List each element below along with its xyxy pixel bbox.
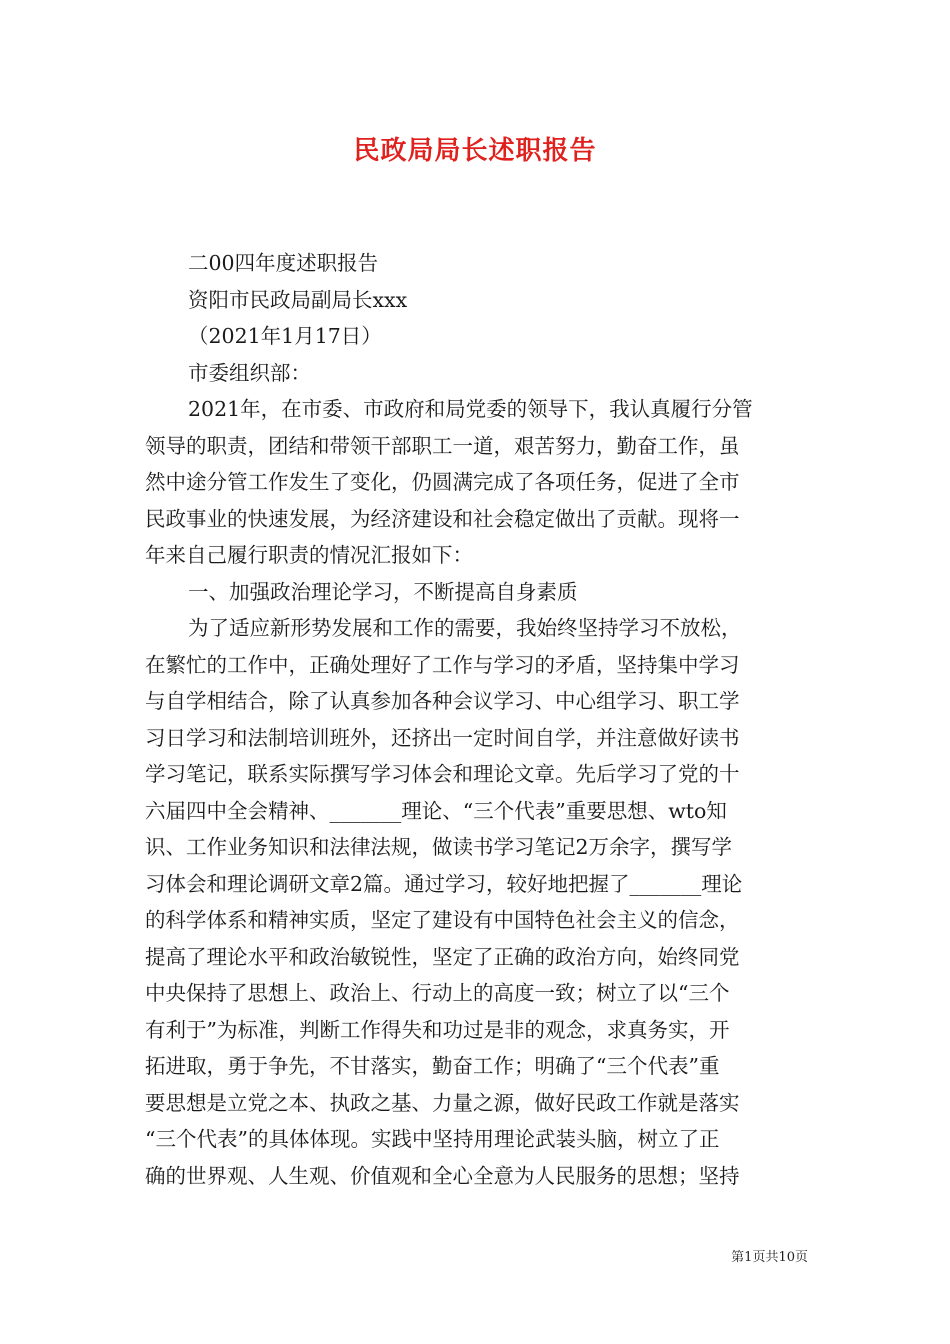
document-title: 民政局局长述职报告 [353, 136, 597, 166]
text-line: 有利于”为标准，判断工作得失和功过是非的观念，求真务实，开 [145, 1017, 730, 1042]
text-line: 要思想是立党之本、执政之基、力量之源，做好民政工作就是落实 [145, 1090, 740, 1115]
text-line: 拓进取，勇于争先，不甘落实，勤奋工作；明确了“三个代表”重 [145, 1054, 720, 1078]
text-line: 2021年，在市委、市政府和局党委的领导下，我认真履行分管 [188, 397, 753, 421]
text-line: （2021年1月17日） [188, 324, 382, 348]
text-line: 与自学相结合，除了认真参加各种会议学习、中心组学习、职工学 [145, 689, 740, 713]
text-line: 为了适应新形势发展和工作的需要，我始终坚持学习不放松， [188, 616, 742, 640]
text-line: 民政事业的快速发展，为经济建设和社会稳定做出了贡献。现将一 [145, 506, 740, 531]
text-line: 学习笔记，联系实际撰写学习体会和理论文章。先后学习了党的十 [145, 762, 740, 786]
section-heading: 一、加强政治理论学习，不断提高自身素质 [188, 579, 578, 604]
text-line: 提高了理论水平和政治敏锐性，坚定了正确的政治方向，始终同党 [145, 944, 740, 969]
text-line: “三个代表”的具体体现。实践中坚持用理论武装头脑，树立了正 [145, 1127, 720, 1151]
text-line: 的科学体系和精神实质，坚定了建设有中国特色社会主义的信念， [145, 908, 740, 932]
text-line: 资阳市民政局副局长xxx [188, 287, 408, 312]
text-line: 然中途分管工作发生了变化，仍圆满完成了各项任务，促进了全市 [145, 470, 740, 494]
text-line: 确的世界观、人生观、价值观和全心全意为人民服务的思想；坚持 [145, 1163, 740, 1188]
text-line: 中央保持了思想上、政治上、行动上的高度一致；树立了以“三个 [145, 981, 730, 1005]
text-line: 习体会和理论调研文章2篇。通过学习，较好地把握了_______理论 [145, 871, 743, 896]
text-line: 在繁忙的工作中，正确处理好了工作与学习的矛盾，坚持集中学习 [145, 652, 740, 677]
text-line: 市委组织部： [188, 360, 311, 385]
text-line: 六届四中全会精神、_______理论、“三个代表”重要思想、wto知 [145, 798, 727, 823]
text-line: 二00四年度述职报告 [188, 251, 379, 275]
text-line: 年来自己履行职责的情况汇报如下： [145, 543, 473, 567]
page-number: 第1页共10页 [731, 1250, 808, 1265]
document-body [145, 245, 807, 1194]
text-line: 习日学习和法制培训班外，还挤出一定时间自学，并注意做好读书 [145, 725, 740, 750]
text-line: 识、工作业务知识和法律法规，做读书学习笔记2万余字，撰写学 [145, 835, 733, 859]
text-line: 领导的职责，团结和带领干部职工一道，艰苦努力，勤奋工作，虽 [145, 433, 740, 458]
